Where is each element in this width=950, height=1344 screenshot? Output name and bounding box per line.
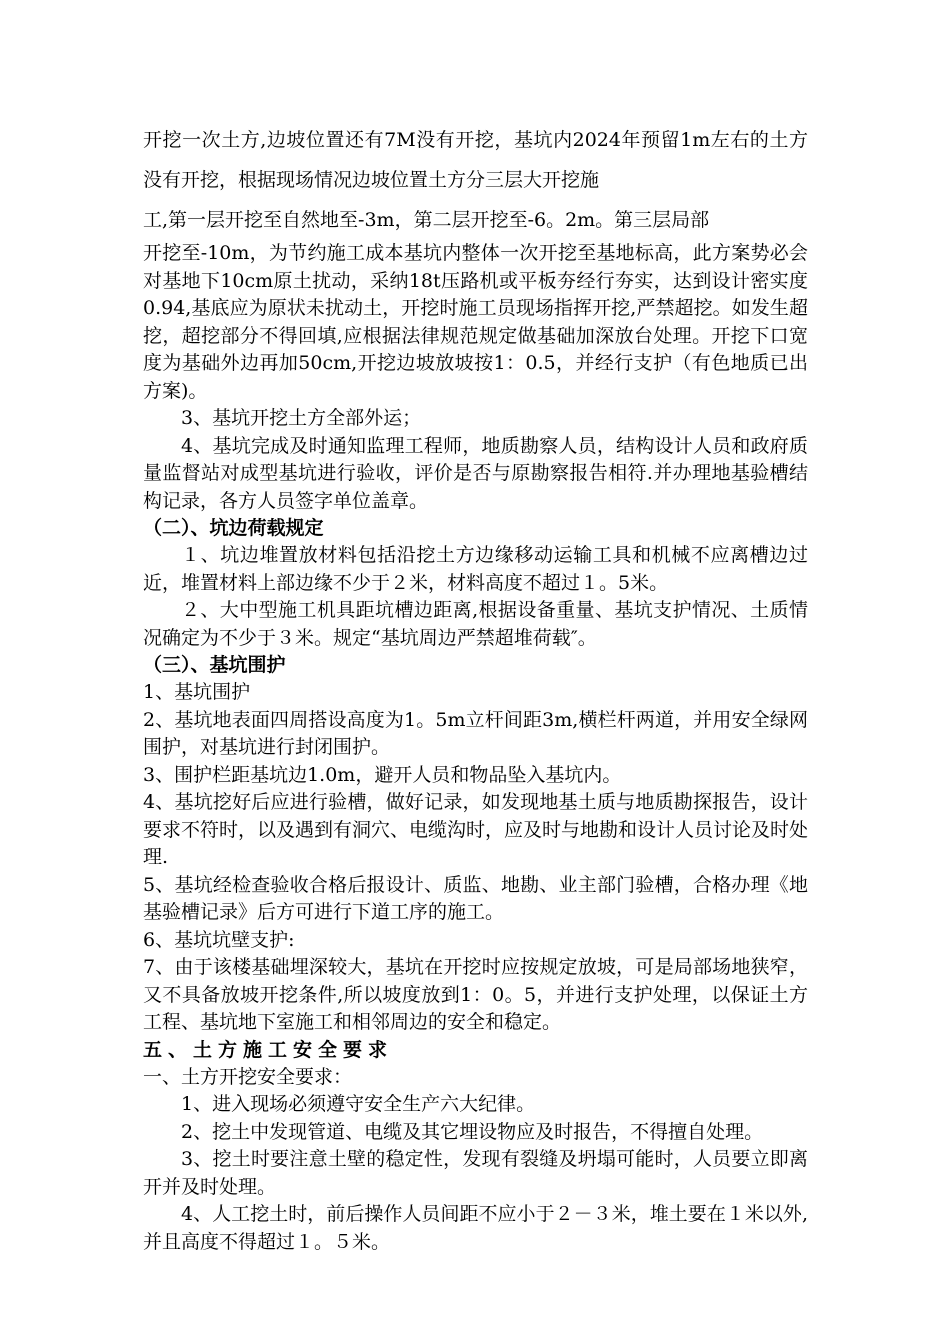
paragraph-intro-2: 工,第一层开挖至自然地至-3m，第二层开挖至-6。2m。第三层局部 (143, 209, 710, 231)
list-item-safety-1: 1、进入现场必须遵守安全生产六大纪律。 (181, 1093, 536, 1115)
list-item-safety-3: 3、挖土时要注意土壁的稳定性，发现有裂缝及坍塌可能时，人员要立即离开并及时处理。 (143, 1148, 808, 1198)
list-item-enclosure-3: 3、围护栏距基坑边1.0m，避开人员和物品坠入基坑内。 (143, 763, 622, 786)
list-item-enclosure-7: 7、由于该楼基础埋深较大，基坑在开挖时应按规定放坡，可是局部场地狭窄，又不具备放坡开挖条件,所以坡度放到1：0。5，并进行支护处理，以保证土方工程、基坑地下室施工和相邻周边的安全和稳定。 (143, 956, 808, 1033)
list-item-pit-edge-1: １、坑边堆置放材料包括沿挖土方边缘移动运输工具和机械不应离槽边过近，堆置材料上部边缘不少于２米，材料高度不超过１。5米。 (143, 544, 808, 594)
list-item-enclosure-6: 6、基坑坑壁支护: (143, 928, 295, 951)
list-item-safety-4: 4、人工挖土时，前后操作人员间距不应小于２－３米，堆土要在１米以外,并且高度不得超过１。５米。 (143, 1203, 808, 1253)
section-heading-pit-edge-load: （二）、坑边荷载规定 (143, 517, 324, 539)
list-item-enclosure-2: 2、基坑地表面四周搭设高度为1。5m立杆间距3m,横栏杆两道，并用安全绿网围护，对基坑进行封闭围护。 (143, 708, 808, 758)
paragraph-intro-3: 开挖至-10m，为节约施工成本基坑内整体一次开挖至基地标高，此方案势必会对基地下10cm原土扰动，采纳18t压路机或平板夯经行夯实，达到设计密实度0.94,基底应为原状未扰动土，开挖时施工员现场指挥开挖,严禁超挖。如发生超挖，超挖部分不得回填,应根据法律规范规定做基础加深放台处理。开挖下口宽度为基础外边再加50cm,开挖边坡放坡按1：0.5，并经行支护（有色地质已出方案)。 (143, 242, 808, 402)
list-item-excavation-3: 3、基坑开挖土方全部外运； (181, 407, 422, 429)
list-item-enclosure-5: 5、基坑经检查验收合格后报设计、质监、地勘、业主部门验槽，合格办理《地基验槽记录》后方可进行下道工序的施工。 (143, 873, 808, 923)
paragraph-intro-1: 开挖一次土方,边坡位置还有7M没有开挖，基坑内2024年预留1m左右的土方没有开挖，根据现场情况边坡位置土方分三层大开挖施 (143, 129, 808, 191)
list-item-enclosure-1: 1、基坑围护 (143, 681, 251, 703)
document-body (143, 120, 808, 1256)
section-heading-pit-enclosure: （三）、基坑围护 (143, 654, 286, 676)
list-item-pit-edge-2: ２、大中型施工机具距坑槽边距离,根据设备重量、基坑支护情况、土质情况确定为不少于３米。规定“基坑周边严禁超堆荷载″。 (143, 599, 808, 649)
section-heading-earthwork-safety: 五、土方施工安全要求 (143, 1038, 394, 1061)
list-item-enclosure-4: 4、基坑挖好后应进行验槽，做好记录，如发现地基土质与地质勘探报告，设计要求不符时，以及遇到有洞穴、电缆沟时，应及时与地勘和设计人员讨论及时处理. (143, 791, 809, 868)
list-item-safety-2: 2、挖土中发现管道、电缆及其它埋设物应及时报告，不得擅自处理。 (181, 1120, 764, 1143)
subheading-excavation-safety: 一、土方开挖安全要求： (143, 1065, 353, 1088)
list-item-excavation-4: 4、基坑完成及时通知监理工程师，地质勘察人员，结构设计人员和政府质量监督站对成型基坑进行验收，评价是否与原勘察报告相符.并办理地基验槽结构记录，各方人员签字单位盖章。 (143, 434, 808, 512)
